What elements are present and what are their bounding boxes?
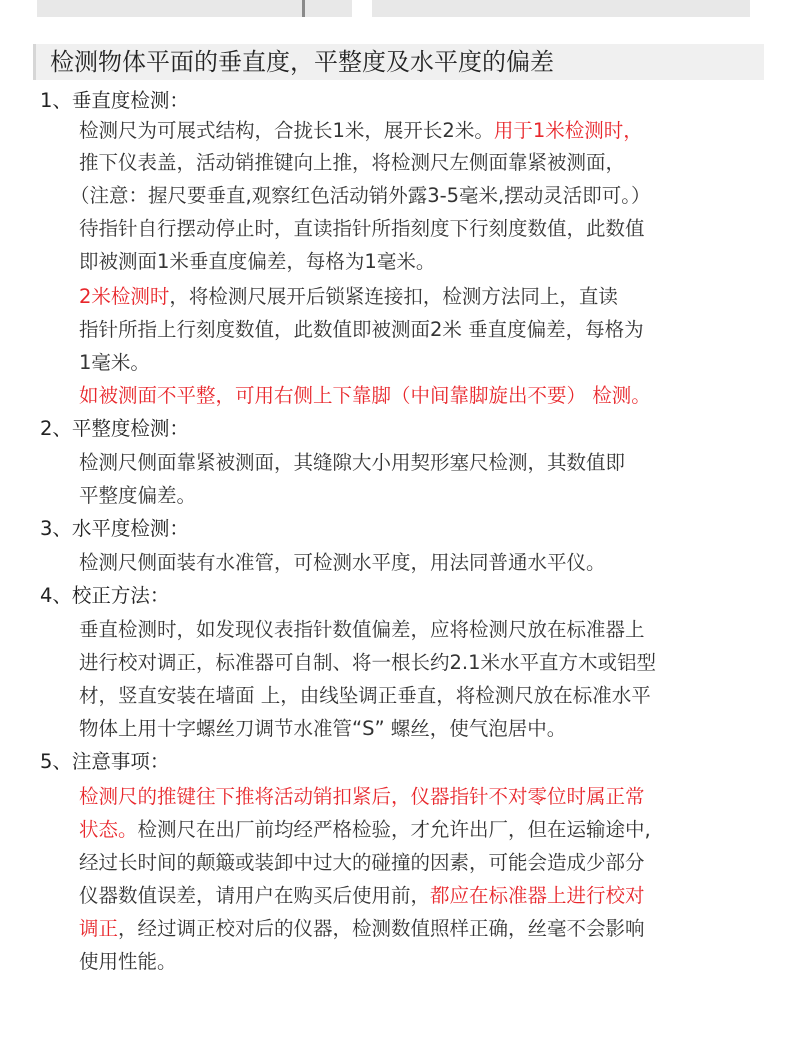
highlighted-text: 用于1米检测时， [493,119,643,142]
body-text: 1毫米。 [79,351,150,374]
body-text: 仪器数值误差，请用户在购买后使用前， [79,884,431,907]
section-heading: 5、注意事项： [40,750,170,773]
body-text: 检测尺为可展式结构，合拢长1米，展开长2米。 [79,119,494,142]
body-line [79,283,618,311]
product-image-divider [302,0,305,17]
body-text: 待指针自行摆动停止时，直读指针所指刻度下行刻度数值，此数值 [79,217,645,240]
body-text: ，将检测尺展开后锁紧连接扣，检测方法同上，直读 [169,285,618,308]
title-banner [33,44,764,80]
body-line [79,915,645,943]
body-line [70,182,651,210]
highlighted-text: 检测尺的推键往下推将活动销扣紧后，仪器指针不对零位时属正常 [79,785,645,808]
body-text: 使用性能。 [79,950,177,973]
body-line [79,649,656,677]
body-text: 检测尺在出厂前均经严格检验，才允许出厂，但在运输途中, [137,818,651,841]
body-text: （注意：握尺要垂直,观察红色活动销外露3-5毫米,摆动灵活即可。） [70,184,651,207]
body-line [79,849,645,877]
body-line [79,549,606,577]
body-line [79,215,645,243]
body-line [79,882,645,910]
body-line [79,382,651,410]
product-image-right-edge [372,0,750,17]
section-heading: 3、水平度检测： [40,517,189,540]
body-text: 平整度偏差。 [79,484,197,507]
body-line [79,482,196,510]
body-line [79,948,177,976]
body-text: 即被测面1米垂直度偏差，每格为1毫米。 [79,250,436,273]
body-text: 物体上用十字螺丝刀调节水准管“S” 螺丝，使气泡居中。 [79,717,567,740]
section-heading: 4、校正方法： [40,584,170,607]
body-line [79,117,643,145]
body-text: 指针所指上行刻度数值，此数值即被测面2米 垂直度偏差，每格为 [79,318,644,341]
body-text: 检测尺侧面靠紧被测面，其缝隙大小用契形塞尺检测，其数值即 [79,451,626,474]
body-text: 经过长时间的颠簸或装卸中过大的碰撞的因素，可能会造成少部分 [79,851,645,874]
body-text: 材，竖直安装在墙面 上，由线坠调正垂直，将检测尺放在标准水平 [79,684,651,707]
body-line [79,783,645,811]
body-text: 检测尺侧面装有水准管，可检测水平度，用法同普通水平仪。 [79,551,606,574]
body-text: 垂直检测时，如发现仪表指针数值偏差，应将检测尺放在标准器上 [79,618,645,641]
top-image-strip [0,0,790,18]
body-text: 进行校对调正，标准器可自制、将一根长约2.1米水平直方木或铝型 [79,651,657,674]
body-line [79,349,150,377]
highlighted-text: 2米检测时 [79,285,170,308]
body-line [79,682,651,710]
page-title: 检测物体平面的垂直度，平整度及水平度的偏差 [50,48,554,76]
highlighted-text: 都应在标准器上进行校对 [430,884,645,907]
body-line [79,449,625,477]
body-line [79,715,566,743]
body-line [79,616,645,644]
highlighted-text: 状态。 [79,818,138,841]
body-line [79,816,651,844]
section-heading: 1、垂直度检测： [40,89,189,112]
body-line [79,248,435,276]
section-heading: 2、平整度检测： [40,417,189,440]
highlighted-text: 如被测面不平整，可用右侧上下靠脚（中间靠脚旋出不要） 检测。 [79,384,651,407]
highlighted-text: 调正 [79,917,119,940]
body-line [79,149,625,177]
body-line [79,316,644,344]
body-text: ，经过调正校对后的仪器，检测数值照样正确，丝毫不会影响 [118,917,645,940]
body-text: 推下仪表盖，活动销推键向上推，将检测尺左侧面靠紧被测面， [79,151,626,174]
